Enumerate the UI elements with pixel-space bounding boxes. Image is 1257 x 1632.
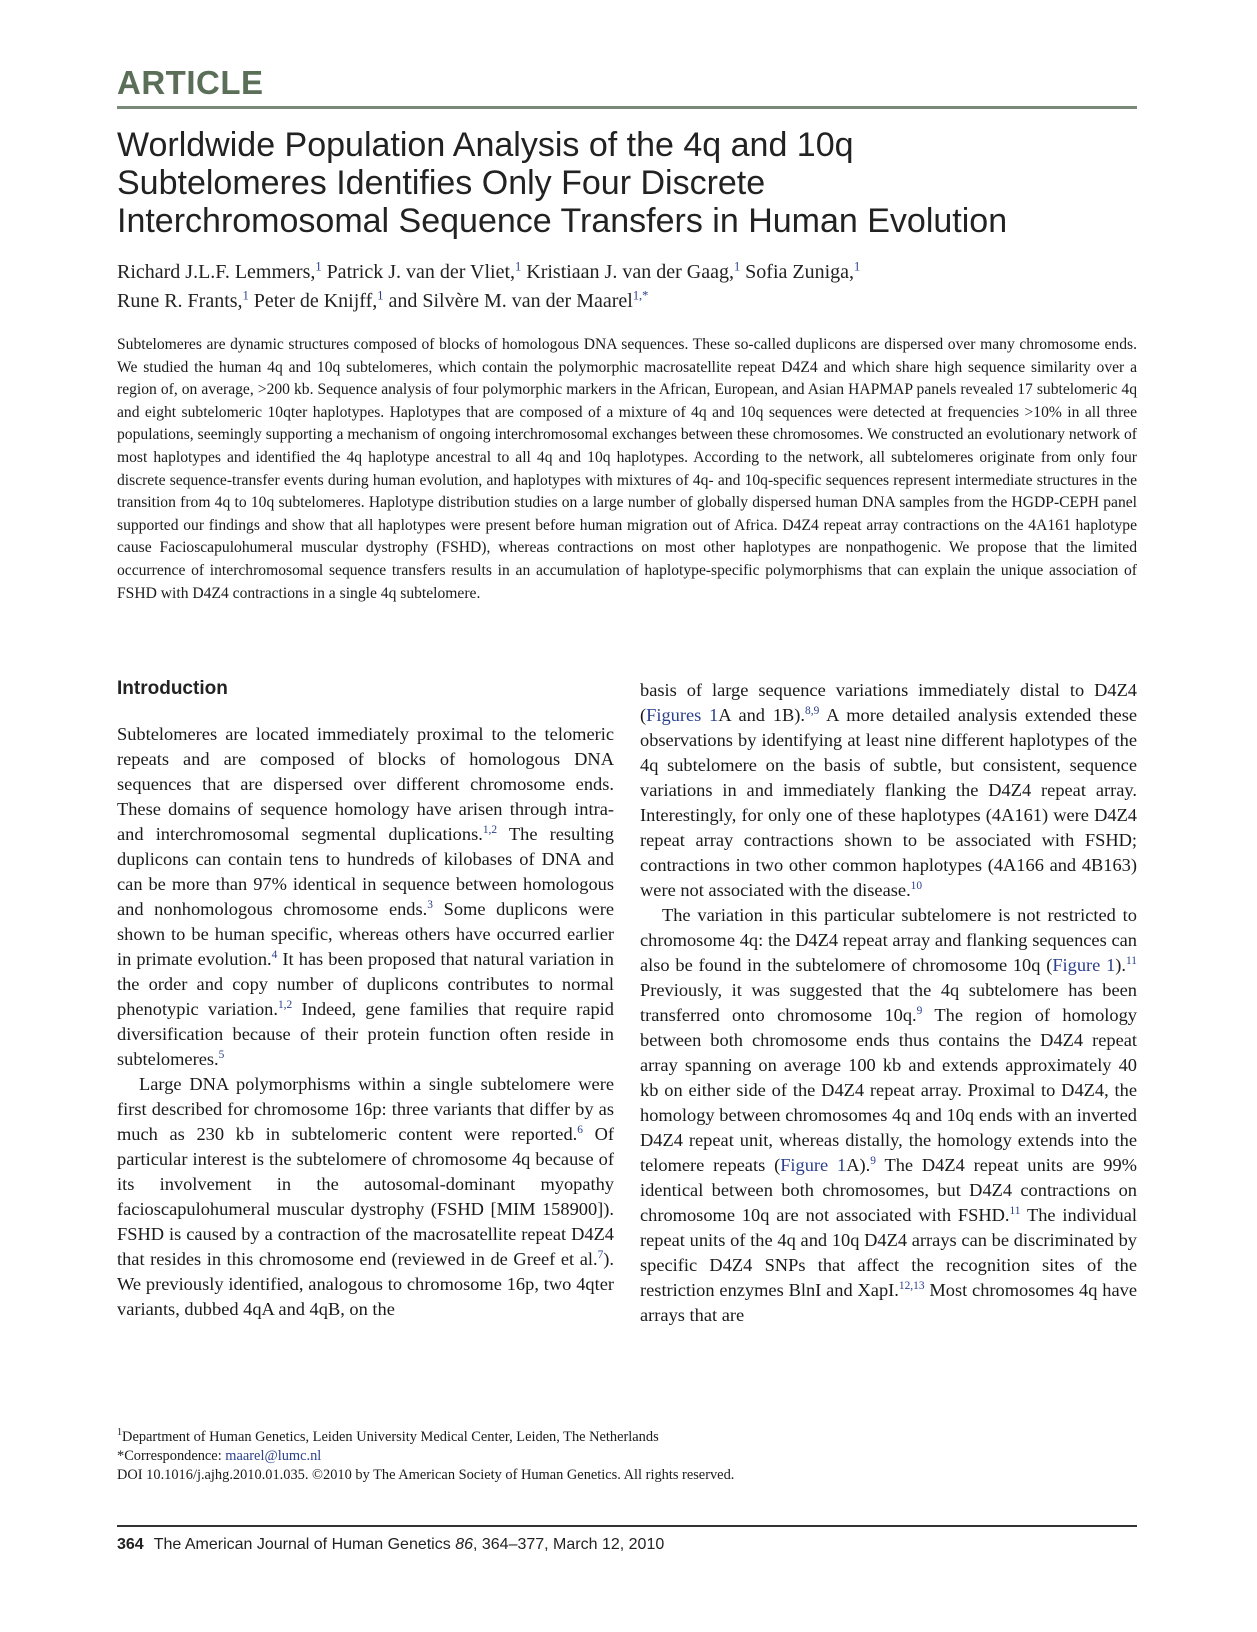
article-label: ARTICLE <box>117 64 264 101</box>
email-link[interactable]: maarel@lumc.nl <box>225 1448 322 1464</box>
citation-link[interactable]: 9 <box>916 1004 923 1017</box>
citation-link[interactable]: 6 <box>577 1123 583 1136</box>
citation-link[interactable]: 1,2 <box>482 823 498 836</box>
section-heading-introduction: Introduction <box>117 678 228 699</box>
citation-link[interactable]: 5 <box>218 1048 225 1061</box>
author: and Silvère M. van der Maarel$^{1,*}$ <box>388 288 649 312</box>
footer-rule <box>117 1525 1137 1527</box>
author: Richard J.L.F. Lemmers,$^1$ <box>117 259 322 283</box>
citation-link[interactable]: 3 <box>427 898 433 911</box>
author: Patrick J. van der Vliet,$^1$ <box>326 259 522 283</box>
title-line-1: Worldwide Population Analysis of the 4q and 10q <box>117 126 854 164</box>
figure-link[interactable]: Figure 1 <box>1052 955 1116 975</box>
paragraph: basis of large sequence variations immediately distal to D4Z4 (Figures 1A and 1B).$^{8,9}$ A more detailed analysis extended these observations by identifying at least nine different haplotypes of the 4q subtelomere on the basis of subtle, but consistent, sequence variations in and immediately flanking the D4Z4 repeat array. Interestingly, for only one of these haplotypes (4A161) were D4Z4 repeat array contractions shown to be associated with FSHD; contractions in two other common haplotypes (4A166 and 4B163) were not associated with the disease.$^{10}$ <box>640 680 1138 900</box>
page-footer <box>117 1536 664 1554</box>
figure-link[interactable]: Figure 1 <box>780 1155 847 1175</box>
author: Rune R. Frants,$^1$ <box>117 288 249 312</box>
citation-link[interactable]: 9 <box>870 1154 876 1167</box>
doi-note: DOI 10.1016/j.ajhg.2010.01.035. ©2010 by The American Society of Human Genetics. All rights reserved. <box>117 1467 735 1483</box>
right-column <box>640 678 1137 1328</box>
paragraph: Large DNA polymorphisms within a single subtelomere were first described for chromosome 16p: three variants that differ by as much as 230 kb in subtelomeric content were reported.$^6$ Of particular interest is the subtelomere of chromosome 4q because of its involvement in the autosomal-dominant myopathy facioscapulohumeral muscular dystrophy (FSHD [MIM 158900]). FSHD is caused by a contraction of the macrosatellite repeat D4Z4 that resides in this chromosome end (reviewed in de Greef et al.$^7$). We previously identified, analogous to chromosome 16p, two 4qter variants, dubbed 4qA and 4qB, on the <box>117 1074 614 1319</box>
author: Sofia Zuniga,$^1$ <box>745 259 861 283</box>
citation-link[interactable]: 1,2 <box>277 998 293 1011</box>
paragraph: Subtelomeres are located immediately proximal to the telomeric repeats and are composed of blocks of homologous DNA sequences that are dispersed over different chromosome ends. These domains of sequence homology have arisen through intra- and interchromosomal segmental duplications.$^{1,2}$ The resulting duplicons can contain tens to hundreds of kilobases of DNA and can be more than 97% identical in sequence between homologous and nonhomologous chromosome ends.$^3$ Some duplicons were shown to be human specific, whereas others have occurred earlier in primate evolution.$^4$ It has been proposed that natural variation in the order and copy number of duplicons contributes to normal phenotypic variation.$^{1,2}$ Indeed, gene families that require rapid diversification because of their protein function often reside in subtelomeres.$^5$ <box>117 724 614 1069</box>
citation-link[interactable]: 12,13 <box>898 1279 925 1292</box>
citation-link[interactable]: 8,9 <box>805 704 820 717</box>
affiliation-note: $^1$Department of Human Genetics, Leiden University Medical Center, Leiden, The Netherlands <box>117 1427 659 1445</box>
footnotes <box>117 1428 1137 1485</box>
citation-link[interactable]: 7 <box>597 1248 604 1261</box>
journal-pages-date: , 364–377, March 12, 2010 <box>472 1536 665 1553</box>
title-line-2: Subtelomeres Identifies Only Four Discrete <box>117 164 766 202</box>
citation-link[interactable]: 11 <box>1126 954 1137 967</box>
journal-volume: 86 <box>455 1536 473 1553</box>
author: Peter de Knijff,$^1$ <box>253 288 384 312</box>
citation-link[interactable]: 4 <box>271 948 278 961</box>
paper-title <box>117 126 1077 240</box>
correspondence-note: *Correspondence: maarel@lumc.nl <box>117 1448 322 1464</box>
citation-link[interactable]: 10 <box>910 879 923 892</box>
title-line-3: Interchromosomal Sequence Transfers in Human Evolution <box>117 202 1008 240</box>
citation-link[interactable]: 11 <box>1009 1204 1021 1217</box>
author-list <box>117 258 1137 316</box>
journal-name: The American Journal of Human Genetics <box>153 1536 451 1553</box>
header-rule <box>117 106 1137 109</box>
paragraph: The variation in this particular subtelomere is not restricted to chromosome 4q: the D4Z4 repeat array and flanking sequences can also be found in the subtelomere of chromosome 10q (Figure 1).$^{11}$ Previously, it was suggested that the 4q subtelomere has been transferred onto chromosome 10q.$^9$ The region of homology between both chromosome ends thus contains the D4Z4 repeat array spanning on average 100 kb and extends approximately 40 kb on either side of the D4Z4 repeat array. Proximal to D4Z4, the homology between chromosomes 4q and 10q ends with an inverted D4Z4 repeat unit, whereas distally, the homology extends into the telomere repeats (Figure 1A).$^9$ The D4Z4 repeat units are 99% identical between both chromosomes, but D4Z4 contractions on chromosome 10q are not associated with FSHD.$^{11}$ The individual repeat units of the 4q and 10q D4Z4 arrays can be discriminated by specific D4Z4 SNPs that affect the recognition sites of the restriction enzymes BlnI and XapI.$^{12,13}$ Most chromosomes 4q have arrays that are <box>640 905 1138 1325</box>
abstract: Subtelomeres are dynamic structures composed of blocks of homologous DNA sequences. These so-called duplicons are dispersed over many chromosome ends. We studied the human 4q and 10q subtelomeres, which contain the polymorphic macrosatellite repeat D4Z4 and which share high sequence similarity over a region of, on average, >200 kb. Sequence analysis of four polymorphic markers in the African, European, and Asian HAPMAP panels revealed 17 subtelomeric 4q and eight subtelomeric 10qter haplotypes. Haplotypes that are composed of a mixture of 4q and 10q sequences were detected at frequencies >10% in all three populations, seemingly supporting a mechanism of ongoing interchromosomal exchanges between these chromosomes. We constructed an evolutionary network of most haplotypes and identified the 4q haplotype ancestral to all 4q and 10q haplotypes. According to the network, all subtelomeres originate from only four discrete sequence-transfer events during human evolution, and haplotypes with mixtures of 4q- and 10q-specific sequences represent intermediate structures in the transition from 4q to 10q subtelomeres. Haplotype distribution studies on a large number of globally dispersed human DNA samples from the HGDP-CEPH panel supported our findings and show that all haplotypes were present before human migration out of Africa. D4Z4 repeat array contractions on the 4A161 haplotype cause Facioscapulohumeral muscular dystrophy (FSHD), whereas contractions on most other haplotypes are nonpathogenic. We propose that the limited occurrence of interchromosomal sequence transfers results in an accumulation of haplotype-specific polymorphisms that can explain the unique association of FSHD with D4Z4 contractions in a single 4q subtelomere. <box>117 336 1137 602</box>
page-number: 364 <box>117 1536 144 1553</box>
figure-link[interactable]: Figures 1 <box>646 705 719 725</box>
author: Kristiaan J. van der Gaag,$^1$ <box>526 259 741 283</box>
left-column <box>117 678 614 1322</box>
